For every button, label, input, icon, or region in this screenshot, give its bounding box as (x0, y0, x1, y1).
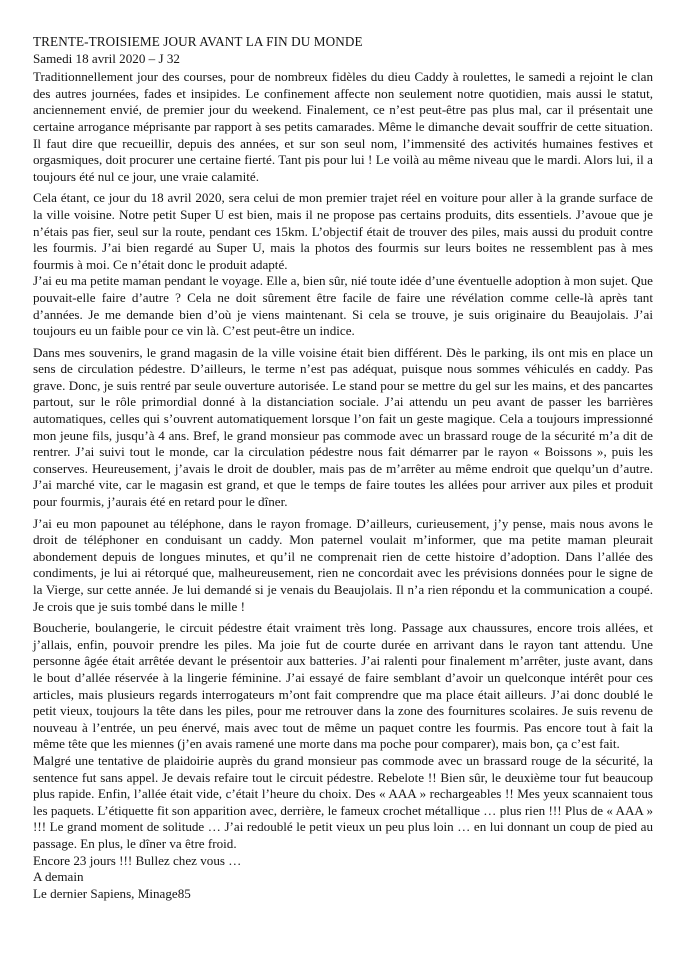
paragraph-mother-call: J’ai eu ma petite maman pendant le voyage. Elle a, bien sûr, nié toute idée d’une éventuelle adoption à mon sujet. Que pouvait-elle faire d’autre ? Cela ne doit sûrement être facile de faire une révélation comme celle-là après tant d’années. Je me demande bien d’où je viens maintenant. Si cela se trouve, je suis originaire du Beaujolais. J’ai toujours eu un faible pour ce vin là. C’est peut-être un indice. (33, 273, 653, 339)
paragraph-supermarket: Dans mes souvenirs, le grand magasin de la ville voisine était bien différent. Dès le parking, ils ont mis en place un sens de circulation pédestre. D’ailleurs, le terme n’est pas adéquat, puisque nous sommes véhiculés en caddy. Pas grave. Donc, je suis rentré par seule ouverture autorisée. Le stand pour se mettre du gel sur les mains, et des pancartes partout, sur le rôle primordial donné à la distanciation sociale. J’ai attendu un peu avant de passer les barrières automatiques, celles qui s’ouvrent automatiquement lorsque l’on fait un geste magique. Cela a toujours impressionné mon jeune fils, jusqu’à 4 ans. Bref, le grand monsieur pas commode avec un brassard rouge de la sécurité m’a dit de rentrer. J’ai suivi tout le monde, car la circulation pédestre nous fait démarrer par le rayon « Boissons », puis les conserves. Heureusement, j’avais le droit de doubler, mais pas de m’arrêter au même endroit que quelqu’un d’autre. J’ai marché vite, car le magasin est grand, et que le temps de faire toutes les allées pour arriver aux piles et produit pour fourmis, j’aurais été en retard pour le dîner. (33, 344, 653, 510)
countdown-line: Encore 23 jours !!! Bullez chez vous … (33, 852, 242, 868)
closing-line: A demain (33, 869, 84, 885)
document-title: TRENTE-TROISIEME JOUR AVANT LA FIN DU MONDE (33, 34, 363, 49)
paragraph-father-call: J’ai eu mon papounet au téléphone, dans le rayon fromage. D’ailleurs, curieusement, j’y pense, mais nous avons le droit de téléphoner en conduisant un caddy. Mon paternel voulait m’informer, que ma petite maman pleurait abondement depuis de longues minutes, et qu’il ne comprenait rien de cette histoire d’adoption. Dans l’allée des condiments, je lui ai rétorqué que, malheureusement, rien ne concordait avec les prévisions données pour le signe de la Vierge, sur cette année. Je lui demandé si je venais du Beaujolais. Il n’a rien répondu et la communication a coupé. Je crois que je suis tombé dans le mille ! (33, 515, 653, 614)
signature: Le dernier Sapiens, Minage85 (33, 885, 191, 901)
paragraph-batteries: Boucherie, boulangerie, le circuit pédestre était vraiment très long. Passage aux chaussures, encore trois allées, et j’allais, enfin, pouvoir prendre les piles. Ma joie fut de courte durée en arrivant dans le rayon tant attendu. Une personne âgée était arrêtée devant le présentoir aux batteries. J’ai ralenti pour finalement m’arrêter, juste avant, dans le bout d’allée réservée à la lingerie féminine. J’ai essayé de faire semblant d’avoir un quelconque intérêt pour ces articles, mais plusieurs regards interrogateurs m’ont fait comprendre que ma place était ailleurs. J’ai donc doublé le petit vieux, toujours la tête dans les piles, pour me retrouver dans la zone des fournitures scolaires. Je suis revenu de nouveau à l’entrée, un peu énervé, mais avec tout de même un paquet contre les fourmis. Pas encore tout à fait la même tête que les miennes (j’en avais ramené une morte dans ma poche pour comparer), mais bon, ça c’est fait. (33, 620, 653, 752)
document-page (33, 34, 653, 902)
paragraph-saturday: Traditionnellement jour des courses, pour de nombreux fidèles du dieu Caddy à roulettes, le samedi a rejoint le clan des autres journées, fades et insipides. Le confinement affecte non seulement notre quotidien, mais aussi le statut, anciennement envié, de premier jour du weekend. Finalement, ce n’est peut-être pas plus mal, car il présentait une certaine arrogance méprisante par rapport à ses petits camarades. Même le dimanche devait souffrir de cette situation. Il faut dire que recueillir, depuis des années, et sur son seul nom, l’immensité des activités humaines festives et orgasmiques, doit procurer une certaine fierté. Tant pis pour lui ! Le voilà au même niveau que le mardi. Alors lui, il a toujours été nul ce jour, une vraie calamité. (33, 69, 653, 184)
paragraph-first-trip: Cela étant, ce jour du 18 avril 2020, sera celui de mon premier trajet réel en voiture pour aller à la grande surface de la ville voisine. Notre petit Super U est bien, mais il ne propose pas certains produits, dits essentiels. J’avoue que je n’étais pas fier, seul sur la route, pendant ces 15km. L’objectif était de trouver des piles, mais aussi du produit contre les fourmis. J’ai bien regardé au Super U, mais la photos des fourmis sur leurs boites ne ressemblent pas à mes fourmis à moi. Ce n’était donc le produit adapté. (33, 190, 653, 272)
paragraph-second-round: Malgré une tentative de plaidoirie auprès du grand monsieur pas commode avec un brassard rouge de la sécurité, la sentence fut sans appel. Je devais refaire tout le circuit pédestre. Rebelote !! Bien sûr, le deuxième tour fut beaucoup plus rapide. Enfin, l’allée était vide, c’était l’heure du choix. Des « AAA » rechargeables !! Mes yeux scannaient tous les paquets. L’étiquette fit son apparition avec, derrière, le fameux crochet métallique … plus rien !!! Plus de « AAA » !!! Le grand moment de solitude … J’ai redoublé le petit vieux un peu plus loin … en lui donnant un coup de pied au passage. En plus, le dîner va être froid. (33, 752, 653, 851)
document-date: Samedi 18 avril 2020 – J 32 (33, 50, 180, 66)
